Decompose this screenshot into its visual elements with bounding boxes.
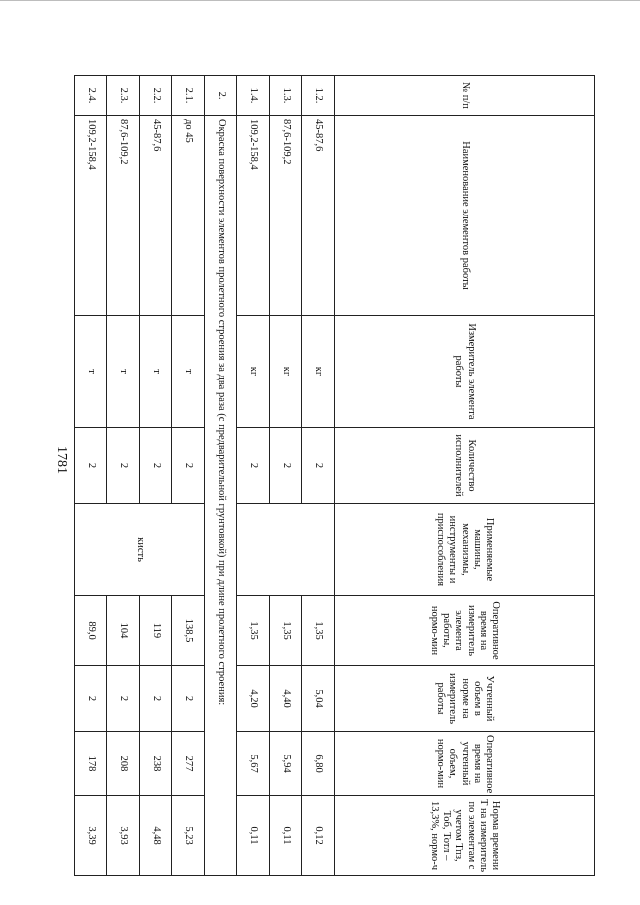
cell-no: 2.2. (140, 76, 173, 116)
cell-workers: 2 (237, 428, 270, 504)
cell-op-time: 89,0 (75, 596, 108, 666)
top-border-line (0, 0, 640, 1)
cell-meter: т (75, 316, 108, 428)
table-row (237, 76, 270, 876)
header-workers: Количество исполнителей (335, 428, 595, 504)
cell-op-time: 1,35 (237, 596, 270, 666)
cell-workers: 2 (270, 428, 303, 504)
cell-name: 87,6-109,2 (270, 116, 303, 316)
cell-name: 45-87,6 (302, 116, 335, 316)
rotated-table-wrapper (74, 75, 595, 875)
cell-op-time: 1,35 (270, 596, 303, 666)
cell-workers: 2 (140, 428, 173, 504)
cell-norm-time: 0,11 (237, 796, 270, 876)
cell-op-time-volume: 6,80 (302, 732, 335, 796)
cell-volume: 2 (172, 666, 205, 732)
cell-op-time: 138,5 (172, 596, 205, 666)
cell-op-time-volume: 5,94 (270, 732, 303, 796)
cell-volume: 2 (107, 666, 140, 732)
cell-norm-time: 0,11 (270, 796, 303, 876)
cell-op-time-volume: 178 (75, 732, 108, 796)
cell-op-time-volume: 208 (107, 732, 140, 796)
cell-op-time: 119 (140, 596, 173, 666)
norms-table (74, 75, 595, 876)
cell-name: 109,2-158,4 (75, 116, 108, 316)
cell-workers: 2 (107, 428, 140, 504)
table-row (140, 76, 173, 876)
cell-machines: кисть (75, 504, 205, 596)
header-norm-time: Норма времени Т на измеритель по элементам с учетом Тпз, Тоб, Тотл – 13,3%, нормо-ч (335, 796, 595, 876)
cell-meter: кг (237, 316, 270, 428)
header-meter: Измеритель элемента работы (335, 316, 595, 428)
cell-volume: 5,04 (302, 666, 335, 732)
header-machines: Применяемые машины, механизмы, инструменты и приспособления (335, 504, 595, 596)
cell-volume: 4,40 (270, 666, 303, 732)
table-row (107, 76, 140, 876)
table-row (75, 76, 108, 876)
section-row (205, 76, 238, 876)
cell-op-time: 104 (107, 596, 140, 666)
cell-norm-time: 3,93 (107, 796, 140, 876)
table-row (302, 76, 335, 876)
cell-no: 1.2. (302, 76, 335, 116)
header-op-time-volume: Оперативное время на учтенный объем, нормо-мин (335, 732, 595, 796)
cell-name: 45-87,6 (140, 116, 173, 316)
section-title: Окраска поверхности элементов пролетного строения за два раза (с предварительной грунтовкой) при длине пролетного строения: (205, 116, 238, 876)
cell-workers: 2 (172, 428, 205, 504)
cell-no: 2.1. (172, 76, 205, 116)
cell-op-time: 1,35 (302, 596, 335, 666)
table-row (172, 76, 205, 876)
cell-no: 1.3. (270, 76, 303, 116)
cell-volume: 4,20 (237, 666, 270, 732)
cell-volume: 2 (75, 666, 108, 732)
cell-meter: кг (302, 316, 335, 428)
cell-norm-time: 5,23 (172, 796, 205, 876)
cell-meter: кг (270, 316, 303, 428)
cell-meter: т (172, 316, 205, 428)
cell-name: 109,2-158,4 (237, 116, 270, 316)
cell-op-time-volume: 277 (172, 732, 205, 796)
cell-norm-time: 4,48 (140, 796, 173, 876)
cell-name: до 45 (172, 116, 205, 316)
page-number: 1781 (54, 446, 69, 474)
header-volume: Учтенный объем в норме на измеритель работы (335, 666, 595, 732)
header-op-time-meter: Оперативное время на измеритель элемента работы, нормо-мин (335, 596, 595, 666)
cell-workers: 2 (302, 428, 335, 504)
cell-op-time-volume: 238 (140, 732, 173, 796)
cell-workers: 2 (75, 428, 108, 504)
header-no: № п/п (335, 76, 595, 116)
cell-norm-time: 3,39 (75, 796, 108, 876)
cell-name: 87,6-109,2 (107, 116, 140, 316)
cell-no: 2.3. (107, 76, 140, 116)
cell-machines-empty (237, 504, 335, 596)
cell-volume: 2 (140, 666, 173, 732)
header-name: Наименование элементов работы (335, 116, 595, 316)
cell-no: 2.4. (75, 76, 108, 116)
table-row (270, 76, 303, 876)
cell-op-time-volume: 5,67 (237, 732, 270, 796)
cell-norm-time: 0,12 (302, 796, 335, 876)
cell-no: 1.4. (237, 76, 270, 116)
cell-meter: т (140, 316, 173, 428)
cell-meter: т (107, 316, 140, 428)
section-no: 2. (205, 76, 238, 116)
header-row (335, 76, 595, 876)
